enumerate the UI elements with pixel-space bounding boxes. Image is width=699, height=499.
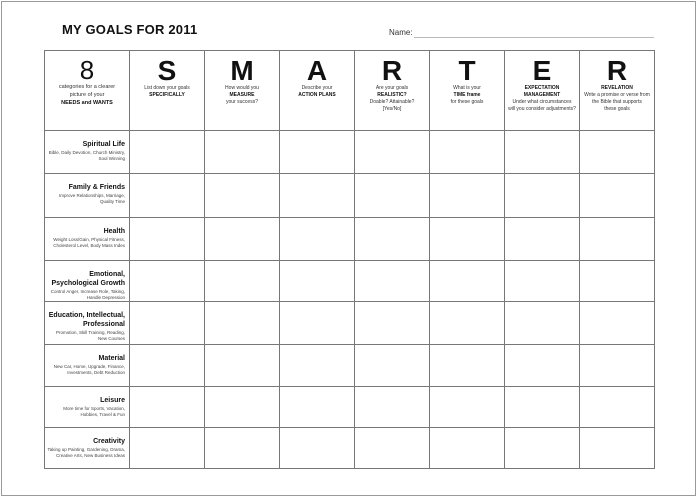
header-e xyxy=(505,51,580,131)
goal-entry-cell[interactable] xyxy=(280,218,355,261)
category-title: Leisure xyxy=(100,397,125,404)
goal-entry-cell[interactable] xyxy=(355,131,430,174)
goal-entry-cell[interactable] xyxy=(430,302,505,345)
header-text: [Yes/No] xyxy=(382,106,402,112)
goal-entry-cell[interactable] xyxy=(430,345,505,387)
goal-entry-cell[interactable] xyxy=(280,174,355,218)
table-row xyxy=(45,218,655,261)
goal-entry-cell[interactable] xyxy=(130,218,205,261)
header-line: NEEDS and WANTS xyxy=(61,100,113,106)
goal-entry-cell[interactable] xyxy=(205,345,280,387)
goal-entry-cell[interactable] xyxy=(205,218,280,261)
goal-entry-cell[interactable] xyxy=(355,428,430,469)
goal-entry-cell[interactable] xyxy=(355,174,430,218)
goals-table xyxy=(44,50,655,469)
header-text: EXPECTATION MANAGEMENT xyxy=(523,85,561,98)
header-text: List down your goals xyxy=(144,85,190,91)
goal-entry-cell[interactable] xyxy=(580,218,655,261)
category-title: Family & Friends xyxy=(68,184,125,191)
header-text: for these goals xyxy=(450,99,484,105)
category-cell xyxy=(45,428,130,469)
category-title: Spiritual Life xyxy=(82,141,125,148)
header-letter: R xyxy=(606,55,628,86)
category-description: Bible, Daily Devotion, Church Ministry, Soul Winning xyxy=(48,150,125,161)
goal-entry-cell[interactable] xyxy=(205,131,280,174)
table-row xyxy=(45,174,655,218)
header-letter: A xyxy=(306,55,328,86)
header-t xyxy=(430,51,505,131)
category-cell xyxy=(45,387,130,428)
header-letter: E xyxy=(532,55,552,86)
goal-entry-cell[interactable] xyxy=(355,345,430,387)
goal-entry-cell[interactable] xyxy=(130,387,205,428)
header-letter: T xyxy=(458,55,476,86)
goal-entry-cell[interactable] xyxy=(505,174,580,218)
category-description: Promotion, Skill Training, Reading, New Courses xyxy=(55,330,125,341)
category-title: Education, Intellectual, Professional xyxy=(48,312,125,328)
goal-entry-cell[interactable] xyxy=(205,302,280,345)
header-line: categories for a clearer xyxy=(58,84,116,90)
category-cell xyxy=(45,302,130,345)
goal-entry-cell[interactable] xyxy=(505,428,580,469)
goal-entry-cell[interactable] xyxy=(355,387,430,428)
goal-entry-cell[interactable] xyxy=(580,302,655,345)
goal-entry-cell[interactable] xyxy=(430,131,505,174)
goal-entry-cell[interactable] xyxy=(430,428,505,469)
goal-entry-cell[interactable] xyxy=(280,387,355,428)
category-description: New Car, Home, Upgrade, Finance, Investments, Debt Reduction xyxy=(53,364,125,375)
category-title: Material xyxy=(98,355,125,362)
category-cell xyxy=(45,131,130,174)
goal-entry-cell[interactable] xyxy=(130,174,205,218)
header-line: picture of your xyxy=(69,92,105,98)
header-s xyxy=(130,51,205,131)
goal-entry-cell[interactable] xyxy=(505,261,580,302)
goal-entry-cell[interactable] xyxy=(205,387,280,428)
header-letter: M xyxy=(230,55,254,86)
table-row xyxy=(45,131,655,174)
header-text: SPECIFICALLY xyxy=(149,92,185,98)
goal-entry-cell[interactable] xyxy=(280,302,355,345)
table-row xyxy=(45,261,655,302)
header-count: 8 xyxy=(79,55,95,85)
table-row xyxy=(45,387,655,428)
goal-entry-cell[interactable] xyxy=(280,261,355,302)
goal-entry-cell[interactable] xyxy=(505,345,580,387)
goal-entry-cell[interactable] xyxy=(580,131,655,174)
header-r2 xyxy=(580,51,655,131)
category-cell xyxy=(45,345,130,387)
goal-entry-cell[interactable] xyxy=(355,302,430,345)
goal-entry-cell[interactable] xyxy=(580,387,655,428)
header-text: REVELATION xyxy=(601,85,633,91)
goal-entry-cell[interactable] xyxy=(130,302,205,345)
header-a xyxy=(280,51,355,131)
table-row xyxy=(45,428,655,469)
header-text: TIME frame xyxy=(453,92,481,98)
goal-entry-cell[interactable] xyxy=(130,428,205,469)
goal-entry-cell[interactable] xyxy=(430,218,505,261)
category-description: More time for Sports, Vacation, Hobbies, Travel & Fun xyxy=(63,406,125,417)
name-label: Name: xyxy=(389,28,413,37)
header-text: ACTION PLANS xyxy=(298,92,336,98)
header-m xyxy=(205,51,280,131)
category-description: Taking up Painting, Gardening, Drama, Creative Arts, New Business Ideas xyxy=(47,447,125,458)
goal-entry-cell[interactable] xyxy=(355,218,430,261)
category-title: Health xyxy=(103,228,125,235)
goal-entry-cell[interactable] xyxy=(580,428,655,469)
goal-entry-cell[interactable] xyxy=(430,387,505,428)
header-text: Write a promise or verse from the Bible that supports xyxy=(584,92,650,105)
goal-entry-cell[interactable] xyxy=(505,387,580,428)
header-r xyxy=(355,51,430,131)
goal-entry-cell[interactable] xyxy=(280,428,355,469)
category-cell xyxy=(45,218,130,261)
goal-entry-cell[interactable] xyxy=(205,174,280,218)
goal-entry-cell[interactable] xyxy=(580,261,655,302)
header-text: your success? xyxy=(226,99,258,105)
name-field[interactable] xyxy=(414,37,654,38)
header-letter: R xyxy=(381,55,403,86)
header-text: Doable? Attainable? xyxy=(369,99,415,105)
page-title: MY GOALS FOR 2011 xyxy=(62,22,198,37)
category-description: Weight Loss/Gain, Physical Fitness, Cholesterol Level, Body Mass Index xyxy=(53,237,125,248)
goal-entry-cell[interactable] xyxy=(430,261,505,302)
category-description: Improve Relationships, Marriage, Quality Time xyxy=(58,193,125,204)
goal-entry-cell[interactable] xyxy=(130,131,205,174)
goal-entry-cell[interactable] xyxy=(505,218,580,261)
goal-entry-cell[interactable] xyxy=(205,428,280,469)
header-text: REALISTIC? xyxy=(377,92,407,98)
category-cell xyxy=(45,261,130,302)
goal-entry-cell[interactable] xyxy=(580,174,655,218)
header-text: What is your xyxy=(453,85,481,91)
goal-entry-cell[interactable] xyxy=(505,131,580,174)
goal-entry-cell[interactable] xyxy=(355,261,430,302)
goal-entry-cell[interactable] xyxy=(130,261,205,302)
header-text: MEASURE xyxy=(229,92,255,98)
category-title: Creativity xyxy=(93,438,125,445)
goal-entry-cell[interactable] xyxy=(505,302,580,345)
category-cell xyxy=(45,174,130,218)
goal-entry-cell[interactable] xyxy=(580,345,655,387)
goal-entry-cell[interactable] xyxy=(430,174,505,218)
table-row xyxy=(45,345,655,387)
header-categories xyxy=(45,51,130,131)
goal-entry-cell[interactable] xyxy=(130,345,205,387)
header-text: these goals xyxy=(604,106,630,112)
goal-entry-cell[interactable] xyxy=(205,261,280,302)
goal-entry-cell[interactable] xyxy=(280,131,355,174)
header-text: How would you xyxy=(225,85,259,91)
category-description: Control Anger, Increase Role, Taking, Handle Depression xyxy=(50,289,125,300)
header-letter: S xyxy=(157,55,177,86)
header-text: Describe your xyxy=(301,85,333,91)
header-text: will you consider adjustments? xyxy=(508,106,576,112)
header-text: Under what circumstances xyxy=(512,99,572,105)
header-text: Are your goals xyxy=(375,85,409,91)
goal-entry-cell[interactable] xyxy=(280,345,355,387)
header-row xyxy=(45,51,655,131)
table-row xyxy=(45,302,655,345)
category-title: Emotional, Psychological Growth xyxy=(51,271,125,287)
